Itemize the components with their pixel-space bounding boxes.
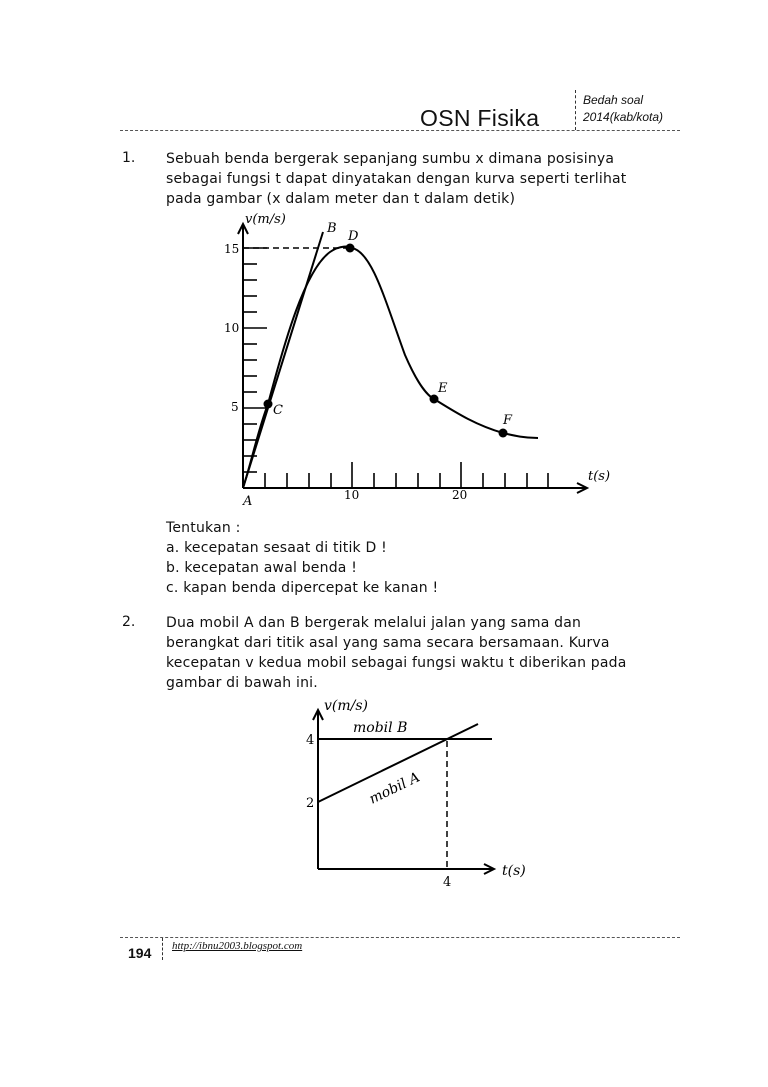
header-subtitle-1: Bedah soal bbox=[583, 93, 644, 107]
q1-label-a: A bbox=[243, 494, 253, 509]
question-1-line: Sebuah benda bergerak sepanjang sumbu x dimana posisinya bbox=[166, 151, 615, 167]
task-item: b. kecepatan awal benda ! bbox=[166, 560, 358, 576]
q1-label-b: B bbox=[327, 221, 337, 236]
q2-x-axis-label: t(s) bbox=[502, 863, 526, 879]
question-2-number: 2. bbox=[122, 614, 136, 630]
q1-x-tick-label: 10 bbox=[344, 488, 360, 502]
q1-x-tick-label: 20 bbox=[452, 488, 468, 502]
page-number: 194 bbox=[128, 945, 152, 961]
header-subtitle-2: 2014(kab/kota) bbox=[583, 110, 664, 124]
footer-rule bbox=[120, 937, 680, 938]
q1-point-f bbox=[499, 429, 508, 438]
q1-point-c bbox=[264, 400, 273, 409]
q1-label-c: C bbox=[273, 403, 283, 418]
question-1-tasks bbox=[166, 518, 438, 598]
q2-velocity-graph bbox=[306, 698, 526, 890]
q1-y-tick-label: 10 bbox=[224, 321, 240, 335]
q1-label-e: E bbox=[438, 381, 448, 396]
question-2-line: gambar di bawah ini. bbox=[166, 675, 318, 691]
tasks-heading: Tentukan : bbox=[166, 520, 241, 536]
q1-y-tick-label: 15 bbox=[224, 242, 240, 256]
q1-label-f: F bbox=[503, 413, 513, 428]
question-2-line: berangkat dari titik asal yang sama secara bersamaan. Kurva bbox=[166, 635, 610, 651]
footer-divider bbox=[162, 938, 163, 960]
question-1-number: 1. bbox=[122, 150, 136, 166]
question-1-line: pada gambar (x dalam meter dan t dalam detik) bbox=[166, 191, 516, 207]
question-2-line: Dua mobil A dan B bergerak melalui jalan yang sama dan bbox=[166, 615, 582, 631]
q2-y-tick-label: 2 bbox=[306, 796, 315, 811]
q1-y-tick-label: 5 bbox=[231, 400, 239, 414]
q1-y-ticks bbox=[243, 248, 267, 472]
question-2-text bbox=[166, 613, 627, 693]
q2-y-tick-label: 4 bbox=[306, 733, 315, 748]
q2-label-mobil-b: mobil B bbox=[353, 720, 408, 736]
q1-point-d bbox=[346, 244, 355, 253]
q1-x-ticks bbox=[265, 462, 548, 488]
task-item: c. kapan benda dipercepat ke kanan ! bbox=[166, 580, 439, 596]
header-title: OSN Fisika bbox=[420, 105, 540, 131]
task-item: a. kecepatan sesaat di titik D ! bbox=[166, 540, 387, 556]
q2-label-mobil-a: mobil A bbox=[366, 769, 423, 808]
question-1-line: sebagai fungsi t dapat dinyatakan dengan kurva seperti terlihat bbox=[166, 171, 627, 187]
q2-x-tick-label: 4 bbox=[443, 875, 452, 890]
q1-y-axis-label: v(m/s) bbox=[245, 212, 286, 227]
q1-velocity-curve bbox=[243, 247, 538, 488]
q2-y-axis-label: v(m/s) bbox=[324, 698, 369, 714]
q1-label-d: D bbox=[348, 229, 359, 244]
footer-url-link[interactable]: http://ibnu2003.blogspot.com bbox=[172, 940, 303, 952]
q1-x-axis-label: t(s) bbox=[588, 469, 611, 484]
question-2-line: kecepatan v kedua mobil sebagai fungsi waktu t diberikan pada bbox=[166, 655, 627, 671]
